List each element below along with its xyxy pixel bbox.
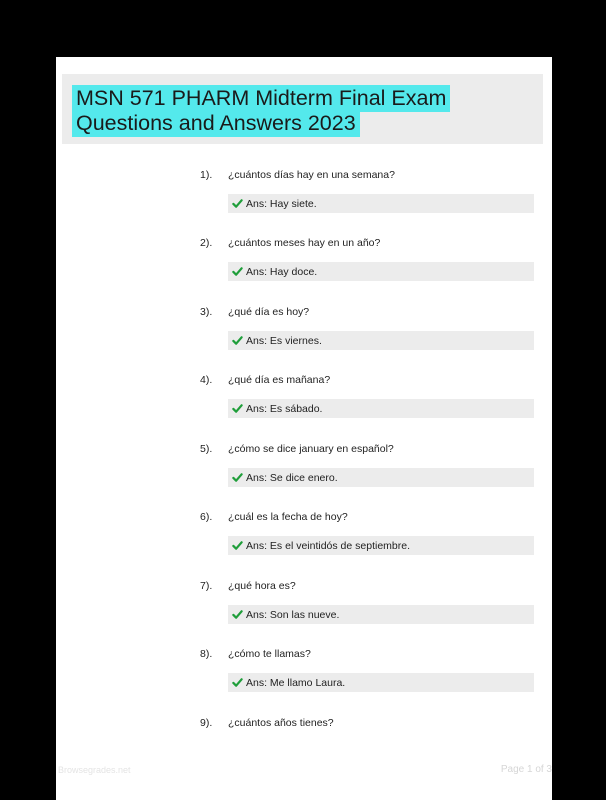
- title-highlight: MSN 571 PHARM Midterm Final Exam Questions and Answers 2023: [72, 85, 450, 137]
- question-text: ¿cuál es la fecha de hoy?: [228, 511, 348, 523]
- question-text: ¿qué día es hoy?: [228, 306, 310, 318]
- qa-item-5: [56, 443, 552, 503]
- question-number: 7).: [200, 580, 213, 592]
- answer-box: [228, 262, 534, 281]
- question-number: 1).: [200, 169, 213, 181]
- checkmark-icon: [232, 266, 243, 277]
- question-text: ¿cuántos años tienes?: [228, 717, 334, 729]
- qa-item-4: [56, 374, 552, 434]
- answer-text: Ans: Es el veintidós de septiembre.: [246, 540, 411, 552]
- answer-text: Ans: Es sábado.: [246, 403, 323, 415]
- answer-text: Ans: Es viernes.: [246, 335, 322, 347]
- document-title: [72, 86, 542, 136]
- question-number: 6).: [200, 511, 213, 523]
- checkmark-icon: [232, 609, 243, 620]
- page-number: Page 1 of 3: [500, 764, 552, 775]
- answer-text: Ans: Hay doce.: [246, 266, 318, 278]
- question-number: 2).: [200, 237, 213, 249]
- qa-item-2: [56, 237, 552, 297]
- qa-item-7: [56, 580, 552, 640]
- qa-item-6: [56, 511, 552, 571]
- footer-watermark: Browsegrades.net: [58, 765, 131, 775]
- answer-box: [228, 468, 534, 487]
- question-text: ¿cómo te llamas?: [228, 648, 311, 660]
- checkmark-icon: [232, 198, 243, 209]
- checkmark-icon: [232, 335, 243, 346]
- question-text: ¿cómo se dice january en español?: [228, 443, 394, 455]
- question-number: 9).: [200, 717, 213, 729]
- checkmark-icon: [232, 540, 243, 551]
- question-number: 3).: [200, 306, 213, 318]
- checkmark-icon: [232, 677, 243, 688]
- answer-box: [228, 194, 534, 213]
- answer-text: Ans: Me llamo Laura.: [246, 677, 346, 689]
- question-text: ¿qué día es mañana?: [228, 374, 331, 386]
- checkmark-icon: [232, 472, 243, 483]
- question-number: 4).: [200, 374, 213, 386]
- document-page: [56, 57, 552, 800]
- question-text: ¿qué hora es?: [228, 580, 296, 592]
- question-number: 5).: [200, 443, 213, 455]
- answer-text: Ans: Se dice enero.: [246, 472, 338, 484]
- title-box: [62, 74, 543, 144]
- qa-item-1: [56, 169, 552, 229]
- answer-box: [228, 605, 534, 624]
- answer-box: [228, 399, 534, 418]
- answer-box: [228, 331, 534, 350]
- question-number: 8).: [200, 648, 213, 660]
- checkmark-icon: [232, 403, 243, 414]
- answer-box: [228, 673, 534, 692]
- qa-item-3: [56, 306, 552, 366]
- answer-text: Ans: Son las nueve.: [246, 609, 340, 621]
- question-text: ¿cuántos días hay en una semana?: [228, 169, 395, 181]
- qa-item-8: [56, 648, 552, 708]
- question-text: ¿cuántos meses hay en un año?: [228, 237, 381, 249]
- answer-box: [228, 536, 534, 555]
- answer-text: Ans: Hay siete.: [246, 198, 317, 210]
